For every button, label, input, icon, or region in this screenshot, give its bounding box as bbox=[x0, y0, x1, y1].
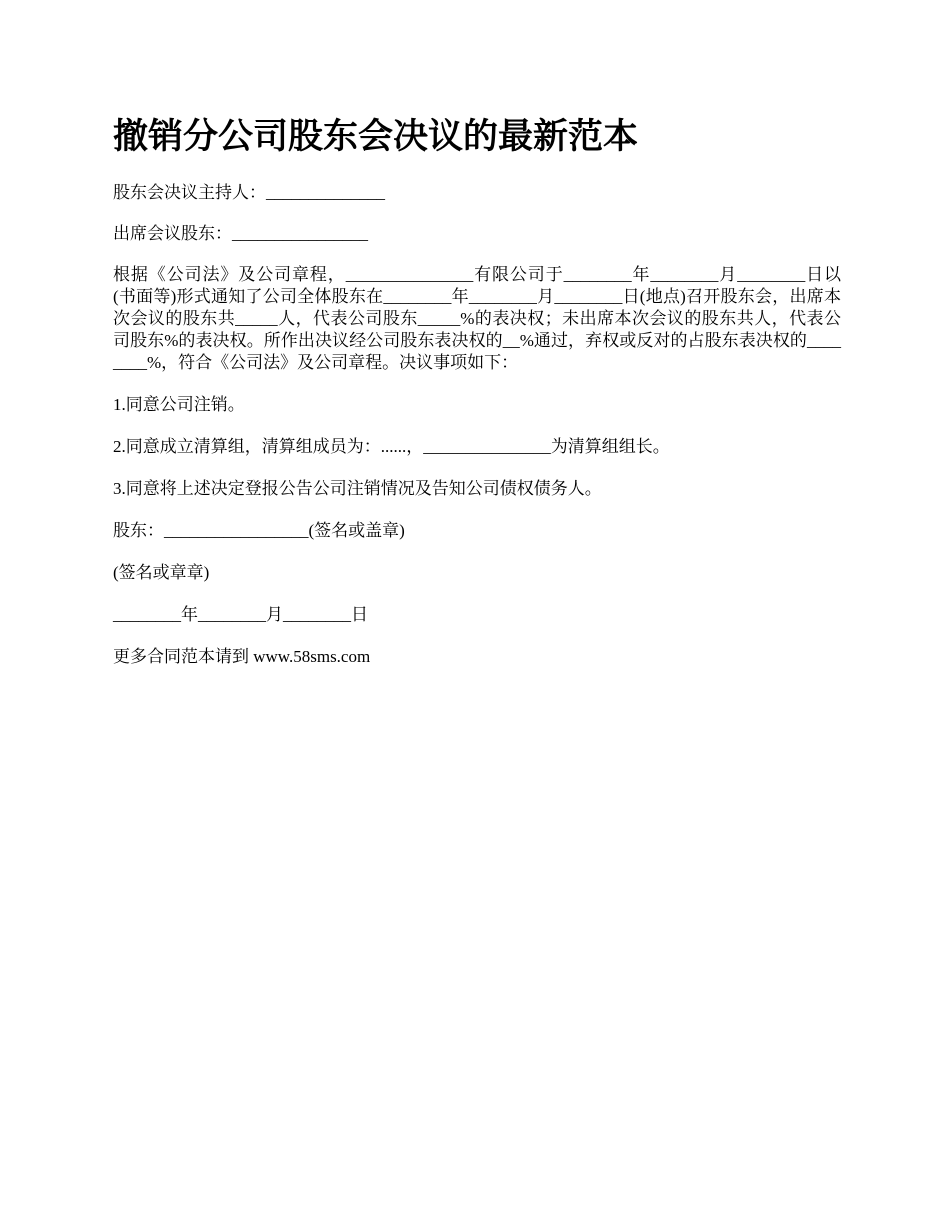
resolution-item-1: 1.同意公司注销。 bbox=[113, 395, 245, 414]
meeting-host-line: 股东会决议主持人：______________ bbox=[113, 183, 385, 202]
resolution-item-2: 2.同意成立清算组，清算组成员为：......，_______________为清算组组长。 bbox=[113, 437, 670, 456]
date-line: ________年________月________日 bbox=[113, 605, 368, 624]
resolution-body-paragraph: 根据《公司法》及公司章程，_______________有限公司于________年________月________日以(书面等)形式通知了公司全体股东在________年________月________日(地点)召开股东会，出席本次会议的股东共_____人，代表公司股东_____%的表决权；未出席本次会议的股东共人，代表公司股东%的表决权。所作出决议经公司股东表决权的__%通过，弃权或反对的占股东表决权的________%，符合《公司法》及公司章程。决议事项如下： bbox=[113, 265, 841, 372]
document-title: 撤销分公司股东会决议的最新范本 bbox=[113, 117, 639, 157]
document-page bbox=[113, 112, 841, 668]
resolution-item-3: 3.同意将上述决定登报公告公司注销情况及告知公司债权债务人。 bbox=[113, 479, 602, 498]
footer-text: 更多合同范本请到 www.58sms.com bbox=[113, 647, 371, 666]
shareholder-signature-line: 股东：_________________(签名或盖章) bbox=[113, 521, 405, 540]
signature-note: (签名或章章) bbox=[113, 563, 210, 582]
attending-shareholders-line: 出席会议股东：________________ bbox=[113, 224, 368, 243]
